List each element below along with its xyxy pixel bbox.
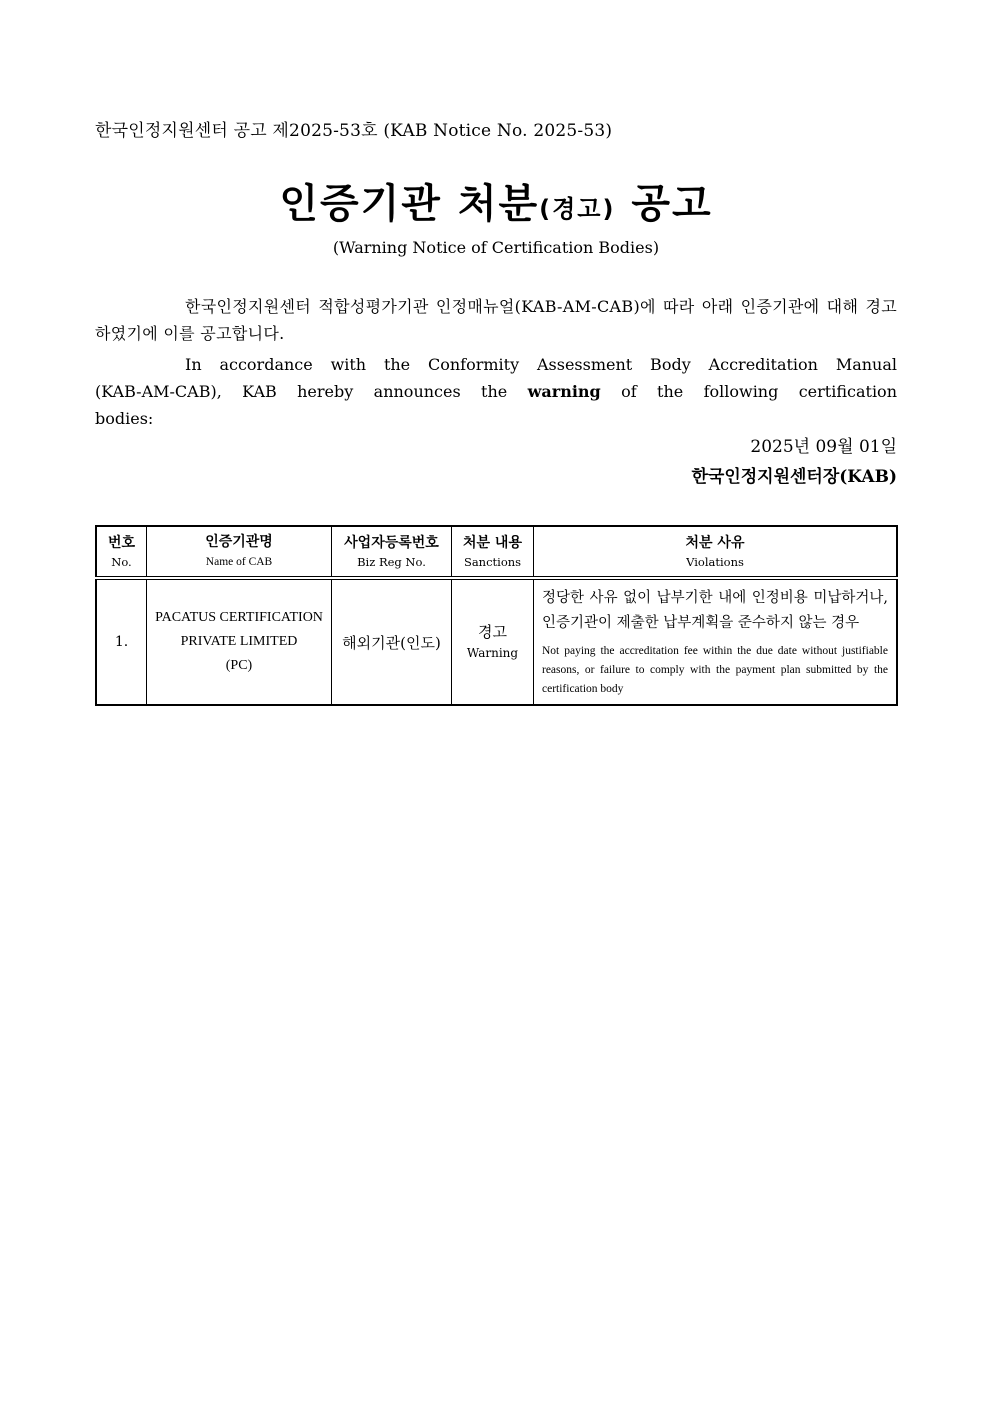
korean-paragraph-text: 한국인정지원센터 적합성평가기관 인정매뉴얼(KAB-AM-CAB)에 따라 아래 인증기관에 대해 경고하였기에 이를 공고합니다. [95, 297, 897, 343]
korean-paragraph [95, 293, 897, 347]
cell-violation [534, 578, 898, 705]
notice-date: 2025년 09월 01일 [750, 437, 897, 457]
header-violations [534, 526, 898, 578]
english-paragraph-tail: of the following certification bodies: [95, 382, 897, 428]
cell-biz-reg: 해외기관(인도) [332, 578, 452, 705]
header-biz-reg-en: Biz Reg No. [357, 554, 426, 569]
sanctions-table [95, 525, 898, 706]
title-main-end: 공고 [615, 181, 713, 227]
cell-sanction [452, 578, 534, 705]
header-violations-ko: 처분 사유 [685, 534, 745, 551]
header-no-en: No. [111, 554, 132, 569]
signer: 한국인정지원센터장(KAB) [691, 467, 897, 487]
header-biz-reg [332, 526, 452, 578]
header-sanctions-ko: 처분 내용 [463, 534, 522, 551]
cell-name-line2: PRIVATE LIMITED [180, 634, 298, 649]
cell-name-line3: (PC) [225, 658, 253, 673]
header-violations-en: Violations [686, 554, 744, 569]
header-sanctions [452, 526, 534, 578]
cell-name [147, 578, 332, 705]
header-no [96, 526, 147, 578]
table-row [96, 578, 897, 705]
cell-no: 1. [96, 578, 147, 705]
page-subtitle: (Warning Notice of Certification Bodies) [332, 238, 660, 257]
title-main: 인증기관 처분 [279, 181, 540, 227]
cell-name-line1: PACATUS CERTIFICATION [155, 610, 323, 625]
cell-violation-en: Not paying the accreditation fee within the due date without justifiable reasons, or failure to comply with the payment plan submitted by the certification body [542, 644, 888, 695]
title-paren: (경고) [539, 195, 616, 223]
header-name-en: Name of CAB [205, 555, 273, 568]
english-paragraph-bold: warning [527, 382, 601, 401]
page-title [0, 172, 992, 229]
header-sanctions-en: Sanctions [463, 554, 522, 569]
cell-sanction-en: Warning [466, 646, 519, 660]
notice-number: 한국인정지원센터 공고 제2025-53호 (KAB Notice No. 2025-53) [95, 121, 613, 141]
english-paragraph-text: In accordance with the Conformity Assessment Body Accreditation Manual (KAB-AM-CAB), KAB hereby announces the [95, 355, 897, 401]
cell-sanction-ko: 경고 [478, 623, 507, 641]
header-name [147, 526, 332, 578]
header-biz-reg-ko: 사업자등록번호 [344, 534, 439, 551]
header-name-ko: 인증기관명 [205, 534, 273, 550]
english-paragraph [95, 351, 897, 432]
cell-violation-ko: 정당한 사유 없이 납부기한 내에 인정비용 미납하거나, 인증기관이 제출한 납부계획을 준수하지 않는 경우 [542, 589, 888, 631]
header-no-ko: 번호 [107, 534, 136, 551]
table-header-row [96, 526, 897, 578]
